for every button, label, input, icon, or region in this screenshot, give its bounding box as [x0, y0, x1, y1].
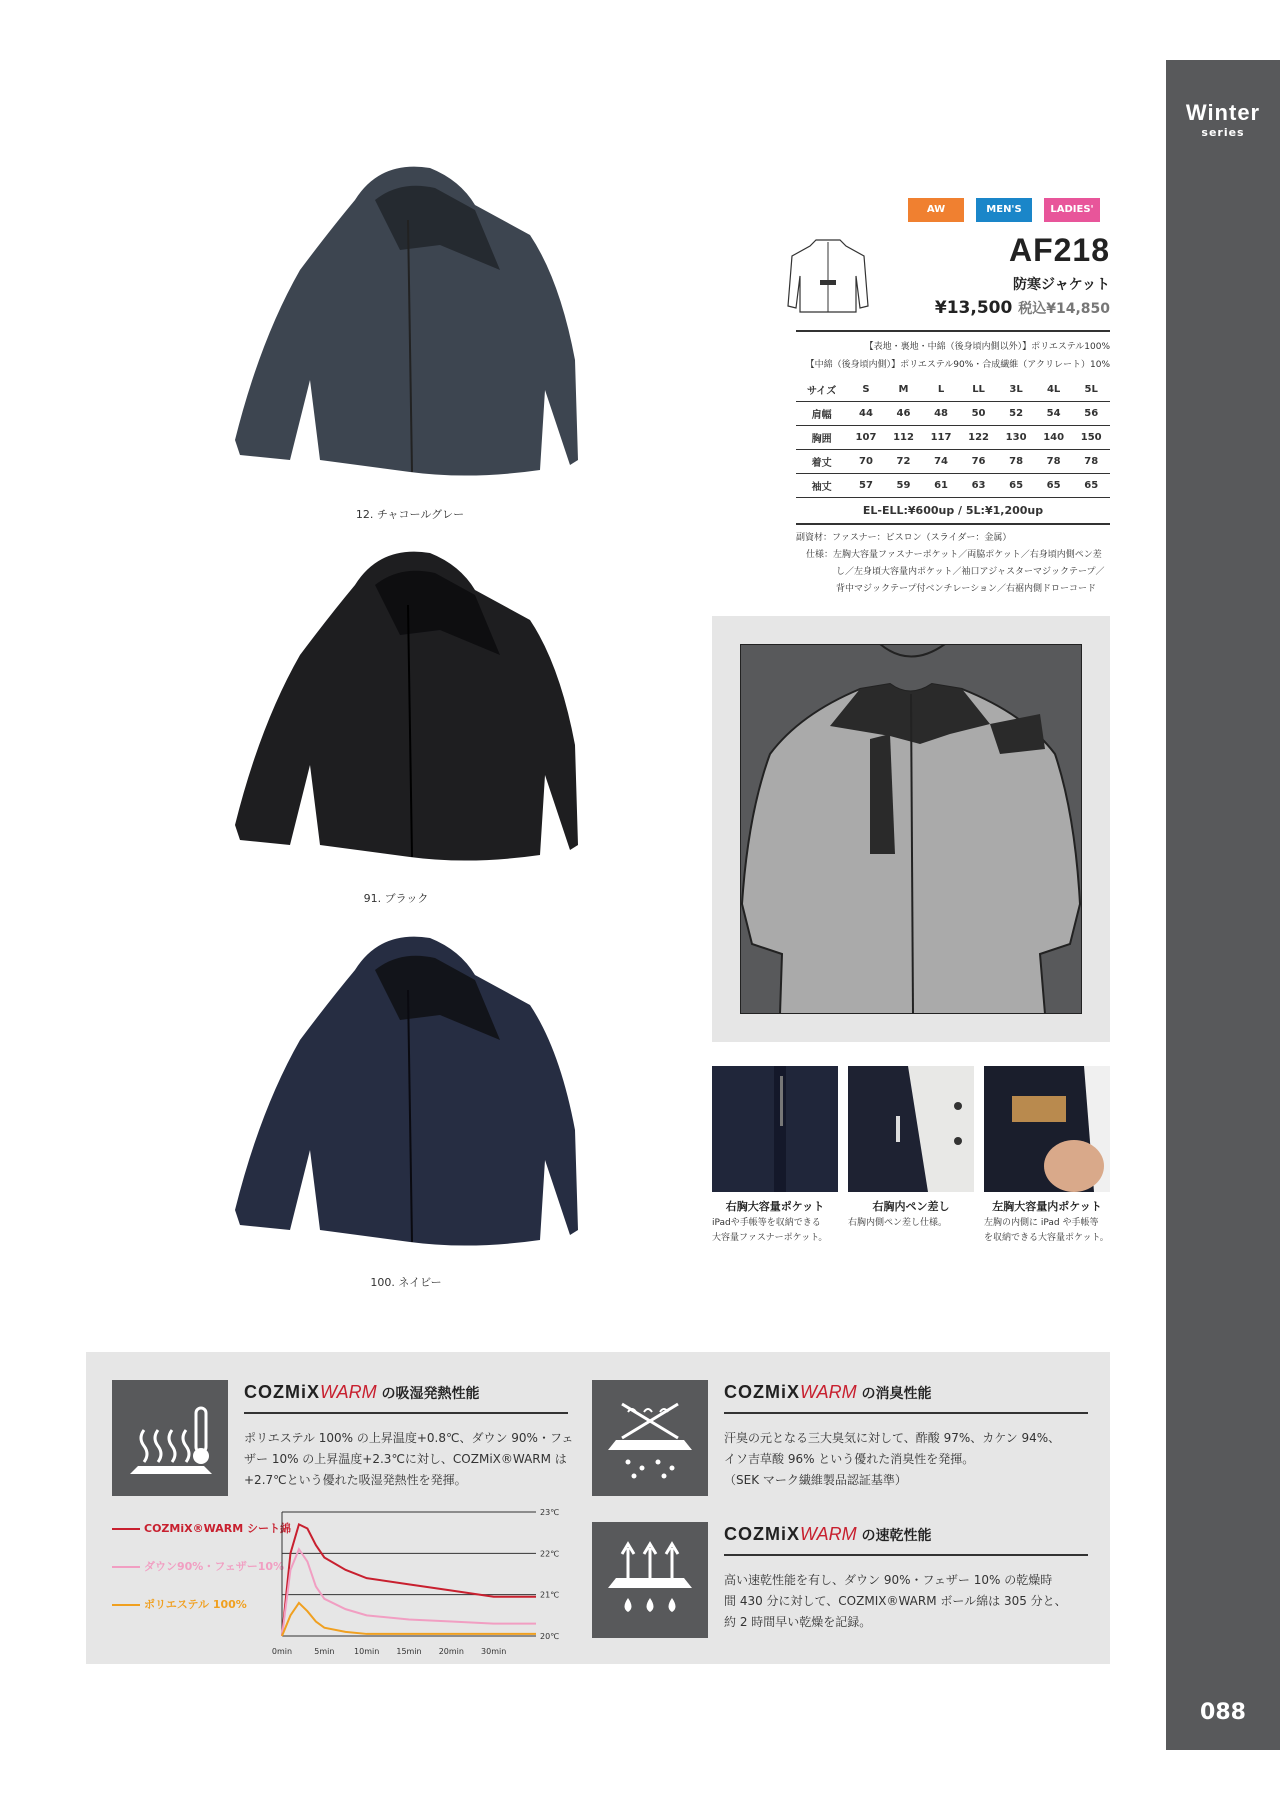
- feature-panel: [86, 1352, 1110, 1664]
- table-row: 胸囲 107 112 117 122 130 140 150: [796, 426, 1110, 450]
- x-tick-label: 5min: [314, 1647, 335, 1656]
- note-line: 背中マジックテープ付ベンチレーション／右裾内側ドローコード: [836, 584, 1097, 594]
- price: [935, 298, 1110, 318]
- jacket-line-icon: [786, 236, 870, 318]
- table-row: 袖丈 57 59 61 63 65 65 65: [796, 474, 1110, 498]
- detail-title-inner-pocket: 左胸大容量内ポケット: [992, 1200, 1102, 1213]
- deodorize-icon: [592, 1380, 708, 1496]
- feature-body-deodorize: 汗臭の元となる三大臭気に対して、酢酸 97%、カケン 94%、 イソ吉草酸 96% という優れた消臭性を発揮。 （SEK マーク繊維製品認証基準）: [724, 1431, 1061, 1487]
- detail-desc-chest-pocket: iPadや手帳等を収納できる 大容量ファスナーポケット。: [712, 1218, 828, 1243]
- detail-title-pen-slot: 右胸内ペン差し: [872, 1200, 950, 1213]
- color-caption-charcoal: 12. チャコールグレー: [355, 508, 465, 521]
- x-tick-label: 30min: [481, 1647, 507, 1656]
- extra-size-price: EL-ELL:¥600up / 5L:¥1,200up: [862, 504, 1044, 517]
- size-table-header: サイズ S M L LL 3L 4L 5L: [796, 378, 1110, 402]
- feature-body-heat: ポリエステル 100% の上昇温度+0.8℃、ダウン 90%・フェ ザー 10% の上昇温度+2.3℃に対し、COZMiX®WARM は +2.7℃という優れた吸湿発熱性を発揮。: [244, 1431, 574, 1487]
- spec-block: [796, 330, 1110, 525]
- detail-photo-inner-pocket: [984, 1066, 1110, 1192]
- note-line: 副資材：ファスナー：ビスロン（スライダー：金属）: [796, 533, 1012, 543]
- feature-body-quick-dry: 高い速乾性能を有し、ダウン 90%・フェザー 10% の乾燥時 間 430 分に対して、COZMIX®WARM ボール綿は 305 分と、 約 2 時間早い乾燥を記録。: [724, 1573, 1067, 1629]
- table-row: 着丈 70 72 74 76 78 78 78: [796, 450, 1110, 474]
- badge-ladies: LADIES': [1044, 198, 1100, 222]
- feature-title-deodorize: COZMiXWARM の消臭性能: [724, 1382, 932, 1402]
- jacket-photo-navy: [200, 930, 600, 1260]
- divider: [724, 1412, 1088, 1414]
- badge-aw: AW: [908, 198, 964, 222]
- legend-cozmix: COZMiX®WARM シート綿: [112, 1520, 291, 1536]
- price-value: ¥13,500: [934, 298, 1013, 318]
- divider: [796, 523, 1110, 525]
- product-name: 防寒ジャケット: [1012, 277, 1110, 293]
- badge-mens: MEN'S: [976, 198, 1032, 222]
- sidebar: [1166, 60, 1280, 1750]
- heat-icon: [112, 1380, 228, 1496]
- x-tick-label: 10min: [354, 1647, 380, 1656]
- color-caption-black: 91. ブラック: [363, 892, 429, 905]
- detail-photo-pen-slot: [848, 1066, 974, 1192]
- quick-dry-icon: [592, 1522, 708, 1638]
- material-info: [796, 332, 1110, 374]
- feature-title-heat: COZMiXWARM の吸湿発熱性能: [244, 1382, 480, 1402]
- y-tick-label: 21℃: [540, 1590, 560, 1600]
- size-table: [796, 378, 1110, 498]
- x-tick-label: 20min: [438, 1647, 464, 1656]
- model-number: AF218: [1008, 232, 1110, 268]
- legend-polyester: ポリエステル 100%: [112, 1596, 247, 1612]
- detail-desc-pen-slot: 右胸内側ペン差し仕様。: [848, 1218, 948, 1228]
- feature-title-quick-dry: COZMiXWARM の速乾性能: [724, 1524, 932, 1544]
- spec-notes: [796, 530, 1110, 598]
- price-tax: 税込¥14,850: [1018, 301, 1110, 317]
- divider: [244, 1412, 568, 1414]
- note-line: し／左身頃大容量内ポケット／袖口アジャスターマジックテープ／: [836, 567, 1105, 577]
- series-line-2: [282, 1549, 536, 1636]
- color-caption-navy: 100. ネイビー: [370, 1276, 442, 1289]
- y-tick-label: 20℃: [540, 1632, 560, 1641]
- material-line-1: 【表地・裏地・中綿（後身頃内側以外）】ポリエステル100%: [864, 342, 1110, 352]
- table-row: 肩幅 44 46 48 50 52 54 56: [796, 402, 1110, 426]
- series-title: Winter: [1185, 100, 1261, 125]
- jacket-photo-black: [200, 545, 600, 875]
- note-line: 仕様：左胸大容量ファスナーポケット／両脇ポケット／右身頃内側ペン差: [806, 550, 1102, 560]
- temperature-chart: [256, 1502, 576, 1662]
- material-line-2: 【中綿（後身頃内側）】ポリエステル90%・合成繊維（アクリレート）10%: [805, 360, 1110, 370]
- x-tick-label: 15min: [396, 1647, 422, 1656]
- x-tick-label: 0min: [271, 1647, 293, 1656]
- series-subtitle: series: [1201, 126, 1245, 139]
- illustration-panel: [712, 616, 1110, 1042]
- detail-title-chest-pocket: 右胸大容量ポケット: [725, 1200, 825, 1213]
- jacket-illustration: [740, 644, 1082, 1014]
- page-number: 088: [1200, 1700, 1246, 1725]
- detail-desc-inner-pocket: 左胸の内側に iPad や手帳等 を収納できる大容量ポケット。: [984, 1218, 1109, 1243]
- divider: [724, 1554, 1088, 1556]
- y-tick-label: 23℃: [540, 1508, 560, 1517]
- y-tick-label: 22℃: [540, 1549, 560, 1559]
- legend-down: ダウン90%・フェザー10%: [112, 1558, 284, 1574]
- detail-photo-chest-pocket: [712, 1066, 838, 1192]
- jacket-photo-charcoal: [200, 160, 600, 490]
